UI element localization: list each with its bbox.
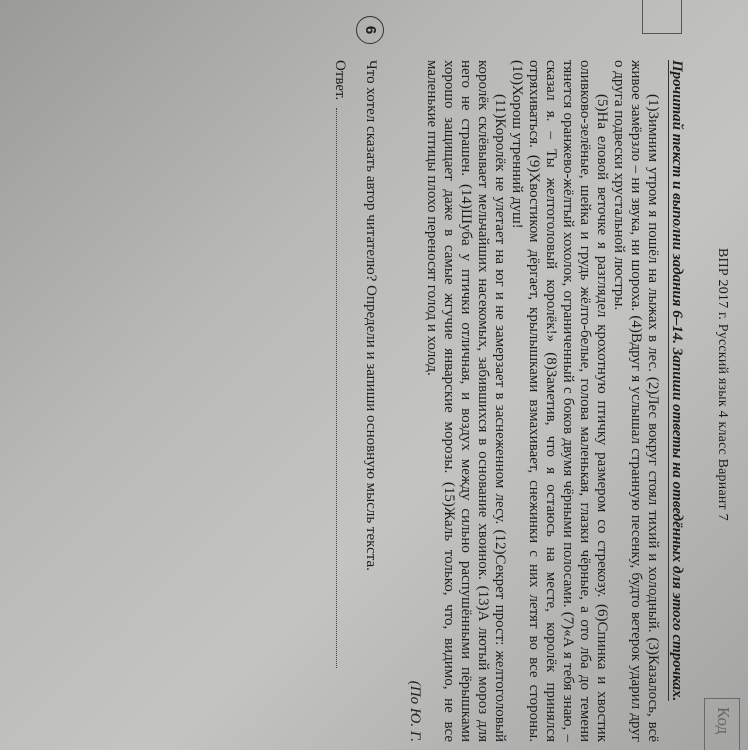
answer-row	[331, 12, 348, 744]
question-number-badge: 6	[356, 16, 384, 44]
question-6	[362, 12, 380, 744]
text-author: (По Ю. Г.	[407, 680, 423, 742]
text-paragraph-3: (11)Королёк не улетает на юг и не замерзает в заснеженном лесу. (12)Секрет прост: желтоголовый королёк склёвывает мельчайших насекомых, забившихся в основание хвоинок. (13)А лютый мороз для него не страшен. (14)Шуба у птички отличная, и воздух между сильно распушёнными пёрышками хорошо защищает даже в самые жгучие январские морозы. (15)Жаль только, что, видимо, не все маленькие птицы плохо переносят голод и холод.	[424, 60, 508, 742]
reading-text	[406, 12, 661, 744]
text-paragraph-1: (1)Зимним утром я пошёл на лыжах в лес. (2)Лес вокруг стоял тихий и холодный. (3)Казалось, всё живое замёрзло – ни звука, ни шороха. (4)Вдруг я услышал странную песенку, будто ветерок ударил друг о друга подвески хрустальной люстры.	[611, 60, 661, 742]
answer-label: Ответ.	[332, 60, 348, 101]
worksheet-page	[14, 0, 748, 750]
instruction-text: Прочитай текст и выполни задания 6–14. Запиши ответы на отведённых для этого строчках.	[669, 60, 685, 702]
code-box	[704, 698, 740, 750]
code-label: Код	[714, 707, 733, 735]
header-row	[688, 12, 744, 744]
text-paragraph-2: (5)На еловой веточке я разглядел крохотную птичку размером со стрекозу. (6)Спинка и хвостик оливково-зелёные, шейка и грудь жёлто-белые, голова маленькая, глазки чёрные, а ото лба до темени тянется оранжево-жёлтый хохолок, ограниченный с боков двумя чёрными полосами. (7)«А я тебя знаю, – сказал я. – Ты желтоголовый королёк!» (8)Заметив, что я остаюсь на месте, королёк принялся отряхиваться. (9)Хвостиком дёргает, крылышками взмахивает, снежинки с них летят во все стороны. (10)Хорош утренний душ!	[509, 60, 610, 742]
answer-line[interactable]	[336, 108, 337, 668]
page-header: ВПР 2017 г. Русский язык 4 класс Вариант 7	[715, 248, 730, 521]
question-text: Что хотел сказать автор читателю? Определи и запиши основную мысль текста.	[363, 60, 379, 571]
task-instruction	[667, 12, 686, 744]
